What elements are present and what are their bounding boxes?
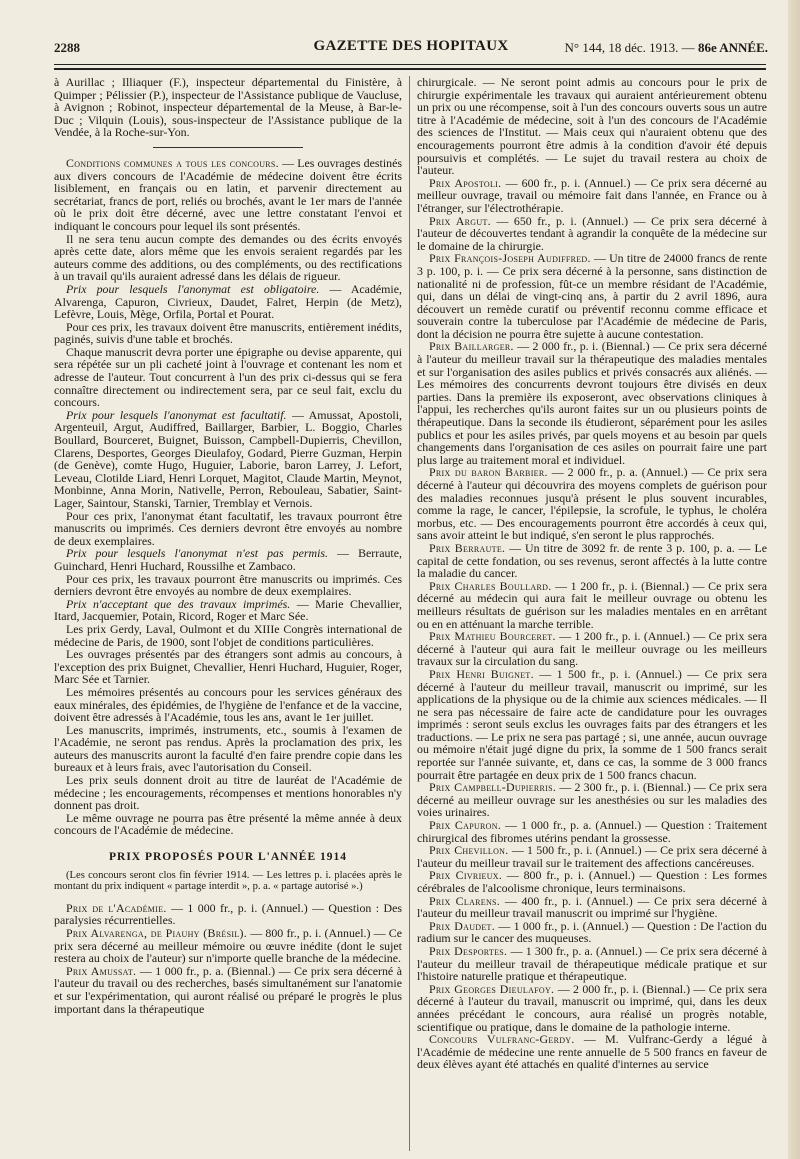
column-divider: [409, 76, 410, 1151]
paragraph: Pour ces prix, l'anonymat étant facultatif, les travaux pourront être manuscrits ou imprimés. Ces derniers devront être envoyés au nombre de deux exemplaires.: [54, 508, 402, 548]
prize-entry: Prix Chevillon. — 1 500 fr., p. i. (Annuel.) — Ce prix sera décerné à l'auteur du meilleur travail sur le traitement des affections cancéreuses.: [417, 843, 768, 870]
paragraph: Le même ouvrage ne pourra pas être présenté la même année à deux concours de l'Académie de médecine.: [54, 810, 402, 838]
prize-name: Prix Charles Boullard.: [429, 578, 552, 593]
prize-entry: Prix Capuron. — 1 000 fr., p. a. (Annuel.) — Question : Traitement chirurgical des fibromes utérins pendant la grossesse.: [417, 818, 767, 845]
paragraph: Les mémoires présentés au concours pour les services généraux des eaux minérales, des épidémies, de l'hygiène de l'enfance et de la vaccine, doivent être adressés à l'Académie, tous les ans, avant le 1er juillet.: [54, 684, 402, 725]
run-in-title: Prix pour lesquels l'anonymat n'est pas permis.: [66, 546, 329, 561]
prize-name: Prix Mathieu Bourceret.: [429, 629, 556, 644]
prize-entry: Prix Charles Boullard. — 1 200 fr., p. i. (Biennal.) — Ce prix sera décerné au médecin qui aura fait le meilleur ouvrage ou obtenu les meilleurs résultats de guérison sur les maladies mentales en en arrêtant ou en en atténuant la marche terrible.: [417, 578, 767, 631]
prize-name: Prix Alvarenga, de Piauhy (Brésil).: [66, 926, 248, 940]
prize-entry: Prix Civrieux. — 800 fr., p. i. (Annuel.) — Question : Les formes cérébrales de l'alcoolisme chronique, leurs terminaisons.: [417, 868, 767, 895]
prize-name: Prix de l'Académie.: [66, 900, 167, 915]
paragraph: Prix pour lesquels l'anonymat n'est pas permis. — Berraute, Guinchard, Henri Huchard, Roussilhe et Zambaco.: [54, 546, 402, 573]
prize-name: Prix Amussat.: [66, 963, 137, 978]
section-divider: [153, 147, 303, 148]
prize-entry: Prix Henri Buignet. — 1 500 fr., p. i. (Annuel.) — Ce prix sera décerné à l'auteur du meilleur travail, manuscrit ou imprimé, sur les applications de la physique ou de la chimie aux sciences médicales. — Il ne sera pas nécessaire de faire acte de candidature pour les ouvrages imprimés : seront seuls exclus les ouvrages faits par des étrangers et les traductions. — Le prix ne sera pas partagé ; si, une année, aucun ouvrage ou mémoire n'était jugé digne du prix, la somme de 1 500 francs serait reportée sur l'année suivante, et, dans ce cas, la somme de 3 000 francs pourrait être partagée en deux prix de 1 500 francs chacun.: [417, 666, 767, 782]
prize-name: Prix Georges Dieulafoy.: [429, 981, 555, 996]
prize-name: Prix François-Joseph Audiffred.: [429, 251, 591, 266]
paragraph: Prix pour lesquels l'anonymat est obligatoire. — Académie, Alvarenga, Capuron, Civrieux, Daudet, Falret, Herpin (de Metz), Lefèvre, Louis, Mège, Orfila, Portal et Pourat.: [54, 281, 402, 322]
prize-entry: Prix Desportes. — 1 300 fr., p. a. (Annuel.) — Ce prix sera décerné à l'auteur du meilleur travail de thérapeutique médicale pratique et sur l'histoire naturelle pratique et thérapeutique.: [417, 943, 767, 984]
prize-entry: Prix Amussat. — 1 000 fr., p. a. (Biennal.) — Ce prix sera décerné à l'auteur du travail ou des recherches, basés simultanément sur l'anatomie et sur l'expérimentation, qui auront réalisé ou préparé le progrès le plus important dans la thérapeutique: [54, 963, 403, 1016]
prize-name: Prix Henri Buignet.: [429, 666, 534, 681]
paragraph: Conditions communes a tous les concours. — Les ouvrages destinés aux divers concours de l'Académie de médecine doivent être écrits lisiblement, en français ou en latin, et parvenir directement au secrétariat, francs de port, reliés ou brochés, avant le 1er mars de l'année où le prix doit être décerné, avec une lettre constatant l'envoi et indiquant le concours pour lequel ils sont présentés.: [54, 155, 402, 233]
prize-name: Concours Vulfranc-Gerdy.: [429, 1032, 575, 1047]
paragraph: Les ouvrages présentés par des étrangers sont admis au concours, à l'exception des prix Buignet, Chevallier, Henri Huchard, Huguier, Roger, Marc Sée et Tarnier.: [54, 647, 402, 687]
prize-name: Prix Daudet.: [429, 918, 496, 933]
paragraph: Il ne sera tenu aucun compte des demandes ou des écrits envoyés après cette date, alors même que les envois seraient regardés par les auteurs comme des additions, ou des compléments, ou des rectifications à un travail qu'ils auraient adressé dans les délais de rigueur.: [54, 231, 402, 284]
note-paragraph: (Les concours seront clos fin février 1914. — Les lettres p. i. placées après le montant du prix indiquent « partage interdit », p. a. « partage autorisé ».): [54, 869, 402, 893]
prize-name: Prix Campbell-Dupierris.: [429, 780, 557, 795]
paragraph: Les manuscrits, imprimés, instruments, etc., soumis à l'examen de l'Académie, ne seront pas rendus. Après la proclamation des prix, les auteurs des manuscrits auront la faculté d'en faire prendre copie dans les bureaux et à leurs frais, avec l'autorisation du Conseil.: [54, 722, 402, 775]
paragraph: à Aurillac ; Illiaquer (F.), inspecteur départemental du Finistère, à Quimper ; Pélissier (P.), inspecteur de l'Assistance publique de Vaucluse, à Avignon ; Robinot, inspecteur départemental de la Meuse, à Bar-le-Duc ; Vilquin (Louis), sous-inspecteur de l'Assistance publique de la Vendée, à la Roche-sur-Yon.: [54, 75, 402, 140]
prize-entry: Prix Georges Dieulafoy. — 2 000 fr., p. i. (Biennal.) — Ce prix sera décerné à l'auteur du travail, manuscrit ou imprimé, qui, dans les deux années précédant le concours, aura réalisé un progrès notable, scientifique ou pratique, dans le domaine de la pathologie interne.: [417, 981, 768, 1034]
issue-number-date: N° 144, 18 déc. 1913. —: [564, 40, 695, 55]
prize-name: Prix Desportes.: [429, 943, 508, 958]
prize-name: Prix Capuron.: [429, 818, 502, 833]
header-rule-thin: [54, 64, 766, 65]
prize-name: Prix Clarens.: [429, 893, 501, 908]
right-column: [417, 76, 767, 1071]
prize-entry: Prix Baillarger. — 2 000 fr., p. i. (Biennal.) — Ce prix sera décerné à l'auteur du meilleur travail sur la thérapeutique des maladies mentales et sur l'organisation des asiles publics et privés consacrés aux aliénés. — Les mémoires des concurrents devront toujours être divisés en deux parties. Dans la première ils exposeront, avec observations cliniques à l'appui, les recherches qu'ils auront faites sur un ou plusieurs points de thérapeutique. Dans la seconde ils étudieront, séparément pour les asiles publics et pour les asiles privés, par quels moyens et au besoin par quels changements dans l'organisation de ces asiles on pourrait faire une part plus large au traitement moral et individuel.: [417, 339, 767, 467]
page-number: 2288: [54, 40, 80, 55]
paragraph: Chaque manuscrit devra porter une épigraphe ou devise apparente, qui sera répétée sur un pli cacheté joint à l'ouvrage et contenant les nom et adresse de l'auteur. Tout concurrent à l'un des prix ci-dessus qui se fera connaître directement ou indirectement sera, par ce seul fait, exclu du concours.: [54, 344, 402, 410]
paragraph: Prix n'acceptant que des travaux imprimés. — Marie Chevallier, Itard, Jacquemier, Potain, Ricord, Roger et Marc Sée.: [54, 596, 402, 624]
prize-entry: Prix Apostoli. — 600 fr., p. i. (Annuel.) — Ce prix sera décerné au meilleur ouvrage, travail ou mémoire fait dans l'année, en France ou à l'étranger, sur l'électrothérapie.: [417, 175, 767, 215]
paragraph: Les prix Gerdy, Laval, Oulmont et du XIIIe Congrès international de médecine de Paris, de 1900, sont l'objet de conditions particulières.: [54, 621, 402, 649]
paragraph: chirurgicale. — Ne seront point admis au concours pour le prix de chirurgie expérimentale les travaux qui auraient antérieurement obtenu un prix ou une récompense, soit à l'un des concours ouverts sous un autre titre à l'Académie de médecine, soit à l'un des concours de l'Académie des sciences de l'Institut. — Mais ceux qui n'auraient obtenu que des encouragements pourront être admis à la condition d'avoir été depuis poursuivis et complétés. — Le sujet du travail restera au choix de l'auteur.: [417, 75, 767, 178]
prize-entry: Prix Argut. — 650 fr., p. i. (Annuel.) — Ce prix sera décerné à l'auteur de découvertes tendant à agrandir la conquête de la médecine sur le domaine de la chirurgie.: [417, 213, 767, 253]
prize-name: Prix Baillarger.: [429, 339, 514, 354]
page-header: [54, 38, 768, 58]
masthead: GAZETTE DES HOPITAUX: [313, 38, 509, 54]
page-edge-shadow: [788, 0, 800, 1159]
run-in-title: Prix n'acceptant que des travaux imprimés.: [66, 596, 291, 611]
run-in-title: Prix pour lesquels l'anonymat est facultatif.: [66, 407, 287, 422]
issue-info: [565, 40, 768, 56]
prize-name: Prix Apostoli.: [429, 175, 502, 190]
section-title: PRIX PROPOSÉS POUR L'ANNÉE 1914: [108, 851, 348, 864]
paragraph: Les prix seuls donnent droit au titre de lauréat de l'Académie de médecine ; les encouragements, récompenses et mentions honorables n'y donnent pas droit.: [54, 773, 402, 813]
run-in-title: Conditions communes a tous les concours.: [66, 155, 279, 170]
prize-entry: Prix du baron Barbier. — 2 000 fr., p. a. (Annuel.) — Ce prix sera décerné à l'auteur qui découvrira des moyens complets de guérison pour des maladies reconnues jusqu'à présent le plus souvent incurables, comme la rage, le cancer, l'épilepsie, la scrofule, le typhus, le choléra morbus, etc. — Des encouragements pourront être accordés à ceux qui, sans avoir atteint le but indiqué, s'en seront le plus rapprochés.: [417, 465, 767, 543]
header-rule-thick: [54, 68, 766, 70]
prize-name: Prix Berraute.: [429, 540, 506, 555]
prize-entry: Prix Clarens. — 400 fr., p. i. (Annuel.) — Ce prix sera décerné à l'auteur du meilleur travail manuscrit ou imprimé sur l'hygiène.: [417, 893, 767, 921]
prize-entry: Prix de l'Académie. — 1 000 fr., p. i. (Annuel.) — Question : Des paralysies récurrentielles.: [54, 900, 402, 928]
prize-entry: Prix Daudet. — 1 000 fr., p. i. (Annuel.) — Question : De l'action du radium sur le cancer des muqueuses.: [417, 918, 767, 946]
prize-entry: Prix Alvarenga, de Piauhy (Brésil). — 800 fr., p. i. (Annuel.) — Ce prix sera décerné au meilleur mémoire ou œuvre inédite (dont le sujet restera au choix de l'auteur) sur n'importe quelle branche de la médecine.: [54, 926, 403, 966]
prize-name: Prix du baron Barbier.: [429, 465, 548, 480]
prize-entry: Concours Vulfranc-Gerdy. — M. Vulfranc-Gerdy a légué à l'Académie de médecine une rente annuelle de 5 500 francs en faveur de deux élèves ayant été attachés en qualité d'internes au service: [417, 1032, 767, 1072]
issue-year: 86e ANNÉE.: [697, 40, 768, 55]
paragraph: Pour ces prix, les travaux pourront être manuscrits ou imprimés. Ces derniers devront être envoyés au nombre de deux exemplaires.: [54, 571, 402, 599]
paragraph: Pour ces prix, les travaux doivent être manuscrits, entièrement inédits, paginés, suivis d'une table et brochés.: [54, 319, 402, 347]
prize-name: Prix Argut.: [429, 213, 491, 228]
prize-entry: Prix François-Joseph Audiffred. — Un titre de 24000 francs de rente 3 p. 100, p. i. — Ce prix sera décerné à la personne, sans distinction de nationalité ni de profession, fût-ce un membre résidant de l'Académie, qui, dans un délai de vingt-cinq ans, à partir du 2 avril 1896, aura découvert un remède curatif ou préventif reconnu comme efficace et souverain contre la tuberculose par l'Académie de médecine de Paris, dont la décision ne pourra être sujette à aucune contestation.: [417, 251, 767, 341]
paragraph: Prix pour lesquels l'anonymat est facultatif. — Amussat, Apostoli, Argenteuil, Argut, Audiffred, Baillarger, Barbier, L. Boggio, Charles Boullard, Bourceret, Buignet, Buisson, Campbell-Dupierris, Chevillon, Clarens, Desportes, Georges Dieulafoy, Godard, Pierre Guzman, Herpin (de Genève), comte Hugo, Huguier, Laborie, baron Larrey, J. Lefort, Leveau, Clotilde Liard, Henri Lorquet, Magitot, Claude Martin, Meynot, Monbinne, Anna Morin, Nativelle, Perron, Rebouleau, Sabatier, Saint-Lager, Saintour, Stanski, Tarnier, Tremblay et Vernois.: [54, 407, 402, 510]
prize-entry: Prix Berraute. — Un titre de 3092 fr. de rente 3 p. 100, p. a. — Le capital de cette fondation, ou ses revenus, seront affectés à la lutte contre la maladie du cancer.: [417, 540, 767, 581]
left-column: [54, 76, 402, 1015]
prize-entry: Prix Mathieu Bourceret. — 1 200 fr., p. i. (Annuel.) — Ce prix sera décerné à l'auteur qui aura fait le meilleur ouvrage ou les meilleurs travaux sur la circulation du sang.: [417, 629, 767, 669]
prize-name: Prix Chevillon.: [429, 843, 509, 858]
prize-name: Prix Civrieux.: [429, 868, 503, 883]
prize-entry: Prix Campbell-Dupierris. — 2 300 fr., p. i. (Biennal.) — Ce prix sera décerné au meilleur ouvrage sur les anesthésies ou sur les maladies des voies urinaires.: [417, 780, 767, 820]
run-in-title: Prix pour lesquels l'anonymat est obligatoire.: [66, 281, 320, 296]
